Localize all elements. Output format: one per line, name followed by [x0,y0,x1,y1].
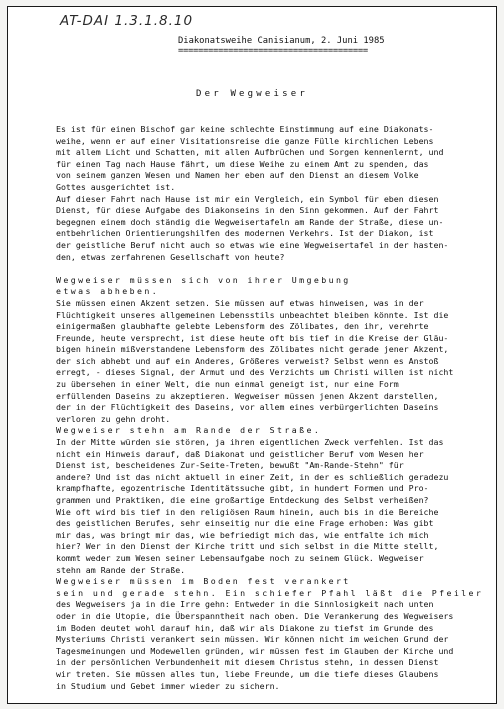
document-page [7,6,497,704]
text-line: Freunde, heute versprecht, ist diese heute oft bis tief in die Kreise der Gläu- [56,332,449,343]
text-line: grammen und Praktiken, die eine großartige Entdeckung des Selbst verheißen? [56,495,429,505]
text-line: in der persönlichen Verbundenheit mit diesem Christus stehn, in dessen Dienst [56,657,439,668]
text-line: kommt weder zum Wesen seiner Lebensaufgabe noch zu seinem Glück. Wegweiser [56,552,424,563]
text-line: mit allem Licht und Schatten, mit allen Aufbrüchen und Sorgen kennenlernt, und [56,147,444,158]
text-line: der sich abhebt und auf ein Anderes, Größeres verweist? Selbst wenn es Anstoß [56,355,439,366]
text-line: wir treten. Sie müssen alles tun, liebe Freunde, um die tiefe dieses Glaubens [56,668,439,679]
text-line: den, etwas zerfahrenen Gesellschaft von heute? [56,251,285,262]
text-line: des geistlichen Berufes, sehr einseitig nur die eine Frage erhoben: Was gibt [56,518,434,529]
text-line: für einen Tag nach Hause fährt, um diese Weihe zu einem Amt zu spenden, das [56,158,429,169]
text-line: sein und gerade stehn. Ein schiefer Pfahl läßt die Pfeiler [56,587,484,598]
text-line: Flüchtigkeit unseres allgemeinen Lebensstils unbeachtet bleiben könnte. Ist die [56,309,449,320]
text-line: der in der Flüchtigkeit des Daseins, vor allem eines verbürgerlichten Daseins [56,402,439,413]
text-line: Tagesmeinungen und Modewellen gründen, wir müssen fest im Glauben der Kirche und [56,645,454,656]
text-line: andere? Und ist das nicht aktuell in einer Zeit, in der es schließlich geradezu [56,471,449,482]
text-line: verloren zu gehn droht. [56,413,171,424]
text-line: bigen hinein mißverstandene Lebensform des Zölibates nicht gerade jener Akzent, [56,344,449,355]
archive-signature: AT-DAI 1.3.1.8.10 [60,13,194,29]
text-line: In der Mitte würden sie stören, ja ihren eigentlichen Zweck verfehlen. Ist das [56,437,444,448]
paragraph-gap [56,263,488,275]
document-title: Der Wegweiser [195,89,309,99]
text-line: begegnen einem doch ständig die Wegweisertafeln am Rande der Straße, diese un- [56,216,444,227]
text-line: Auf dieser Fahrt nach Hause ist mir ein Vergleich, ein Symbol für eben diesen [56,193,439,204]
text-line: erfüllenden Daseins zu akzeptieren. Wegweiser müssen jenen Akzent darstellen, [56,390,439,401]
text-line: oder in die Utopie, die Überspanntheit nach oben. Die Verankerung des Wegweisers [56,610,454,621]
text-line: Sie müssen einen Akzent setzen. Sie müssen auf etwas hinweisen, was in der [56,297,424,308]
text-line: Dienst, für diese Aufgabe des Diakonseins in den Sinn gekommen. Auf der Fahrt [56,205,439,216]
header-line: Diakonatsweihe Canisianum, 2. Juni 1985 [178,36,385,46]
text-line: Wie oft wird bis tief in den religiösen Raum hinein, auch bis in die Bereiche [56,506,439,517]
text-line: Es ist für einen Bischof gar keine schlechte Einstimmung auf eine Diakonats- [56,124,434,134]
text-line: zu übersehen in einer Welt, die nun einmal geneigt ist, nur eine Form [56,379,399,390]
text-line: krampfhafte, egozentrische Identitätssuche gibt, in hundert Formen und Pro- [56,483,429,494]
text-line: hier? Wer in den Dienst der Kirche tritt und sich selbst in die Mitte stellt, [56,541,439,552]
text-line: im Boden deutet wohl darauf hin, daß wir als Diakone zu tiefst im Grunde des [56,622,434,633]
text-line: nicht ein Hinweis darauf, daß Diakonat und geistlicher Beruf vom Wesen her [56,448,424,459]
text-line: des Wegweisers ja in die Irre gehn: Entweder in die Sinnlosigkeit nach unten [56,599,434,610]
text-line: einigermaßen glaubhafte gelebte Lebensform des Zölibates, den ihr, verehrte [56,321,429,332]
text-line: Mysteriums Christi verankert sein müssen. Wir können nicht im weichen Grund der [56,634,449,645]
text-line: Wegweiser müssen im Boden fest verankert [56,576,351,587]
document-body [56,124,488,692]
text-line: entbehrlichen Orientierungshilfen des modernen Verkehrs. Ist der Diakon, ist [56,228,434,239]
text-line: in Studium und Gebet immer wieder zu sichern. [56,680,280,691]
text-line: der geistliche Beruf nicht auch so etwas wie eine Wegweisertafel in der hasten- [56,239,449,250]
text-line: weihe, wenn er auf einer Visitationsreise die ganze Fülle kirchlichen Lebens [56,135,434,146]
text-line: stehn am Rande der Straße. [56,564,186,575]
text-line: Dienst ist, bescheidenes Zur-Seite-Treten, bewußt "Am-Rande-Stehn" für [56,460,404,471]
document-header [178,36,385,56]
text-line: Gottes ausgerichtet ist. [56,181,176,192]
text-line: mir das, was bringt mir das, wie befriedigt mich das, wie entfalte ich mich [56,529,429,540]
text-line: Wegweiser müssen sich von ihrer Umgebung [56,274,351,285]
text-line: von seinem ganzen Wesen und Namen her eben auf den Dienst an diesem Volke [56,170,419,181]
text-line: etwas abheben. [56,286,160,297]
header-underline: ====================================== [178,46,368,56]
text-line: erregt, - dieses Signal, der Armut und des Verzichts um Christi willen ist nicht [56,367,454,378]
text-line: Wegweiser stehn am Rande der Straße. [56,425,322,436]
